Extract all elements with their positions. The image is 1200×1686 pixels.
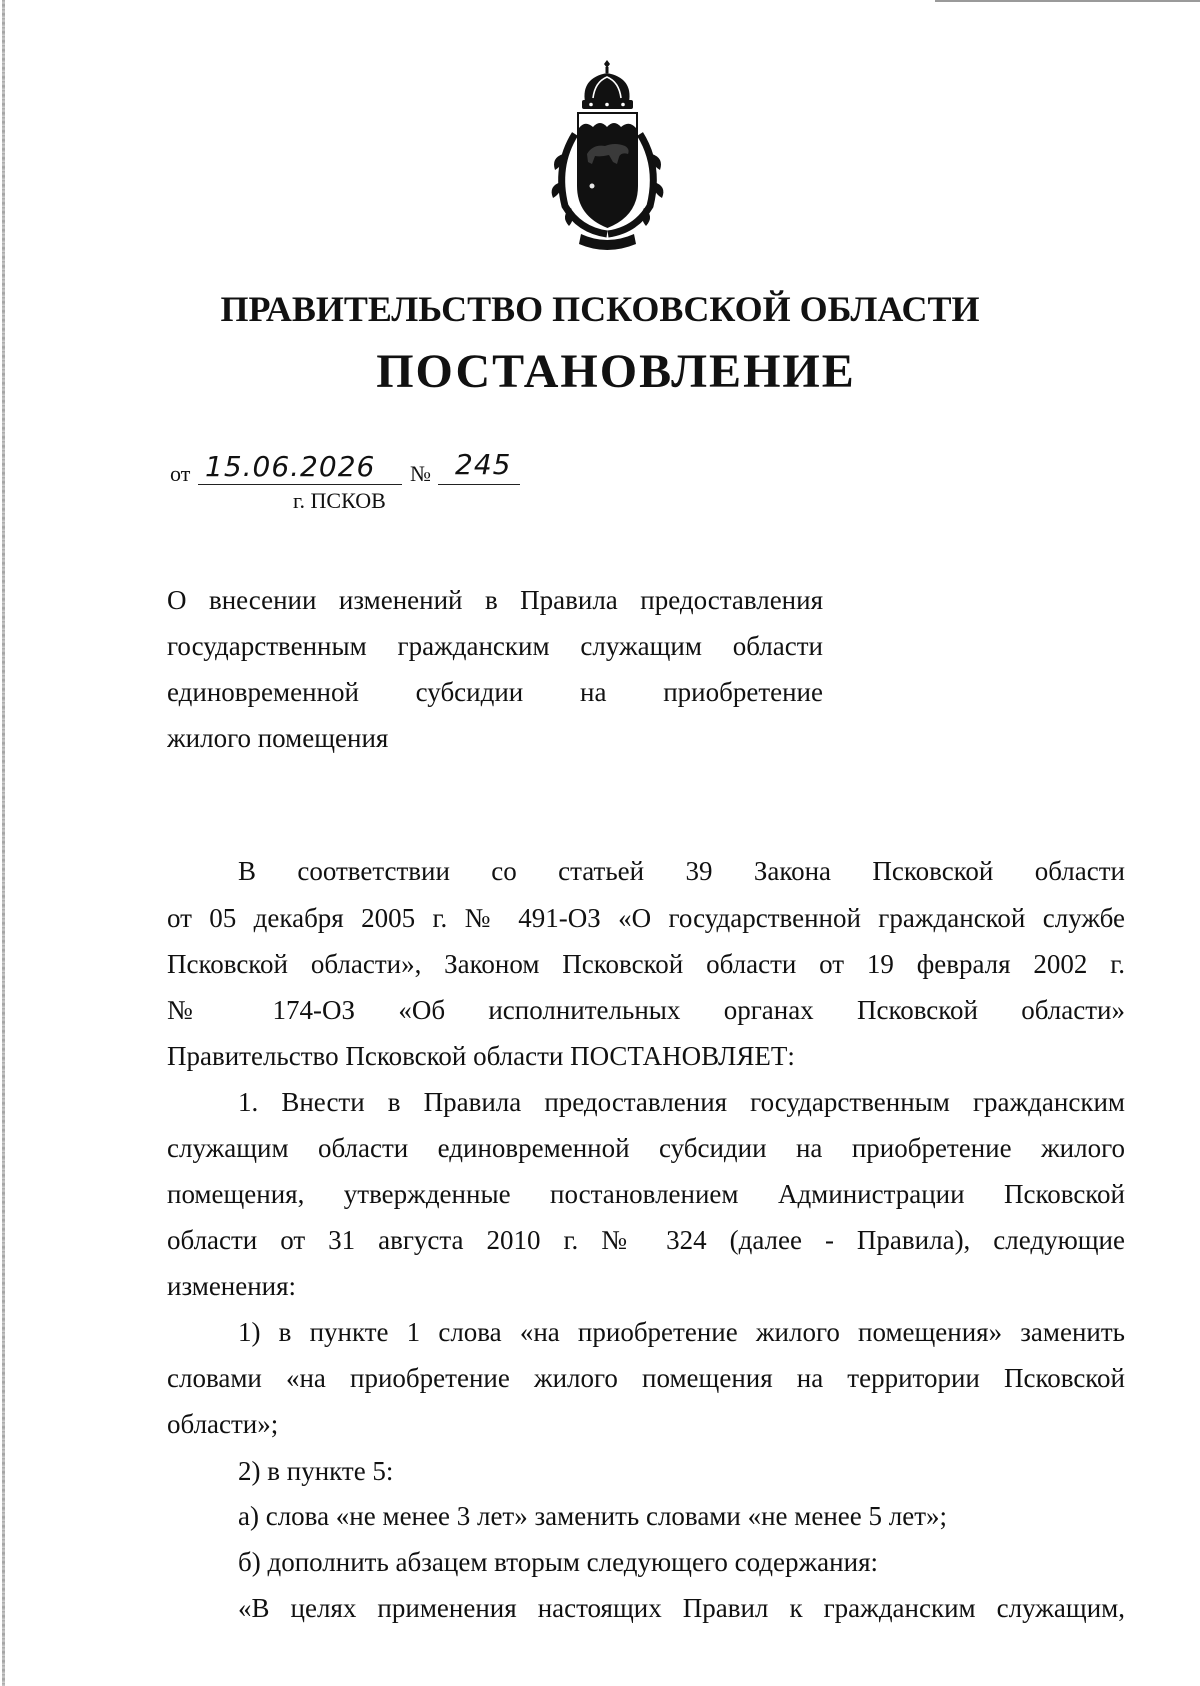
date-underline [198, 484, 402, 485]
body-line: № 174-ОЗ «Об исполнительных органах Псковской области» [167, 995, 1125, 1025]
subject-line: жилого помещения [167, 723, 389, 753]
body-line: 1) в пункте 1 слова «на приобретение жилого помещения» заменить [238, 1317, 1125, 1347]
crown-icon [582, 60, 633, 109]
city: г. ПСКОВ [293, 488, 386, 513]
document-date: 15.06.2026 [205, 450, 376, 483]
body-line: словами «на приобретение жилого помещения на территории Псковской [167, 1363, 1125, 1393]
body-line: области от 31 августа 2010 г. № 324 (далее - Правила), следующие [167, 1225, 1125, 1255]
body-line: Правительство Псковской области ПОСТАНОВЛЯЕТ: [167, 1041, 795, 1071]
scan-top-edge [935, 0, 1200, 2]
subject-line: единовременной субсидии на приобретение [167, 677, 823, 707]
body-line: Псковской области», Законом Псковской области от 19 февраля 2002 г. [167, 949, 1125, 979]
body-line: области»; [167, 1409, 279, 1439]
scan-edge [2, 0, 5, 1686]
number-underline [438, 484, 520, 485]
subject-line: О внесении изменений в Правила предоставления [167, 585, 823, 615]
body-line: помещения, утвержденные постановлением Администрации Псковской [167, 1179, 1125, 1209]
body-line: 2) в пункте 5: [238, 1456, 394, 1486]
subject-line: государственным гражданским служащим области [167, 631, 823, 661]
body-line: б) дополнить абзацем вторым следующего содержания: [238, 1547, 878, 1577]
date-prefix: от [170, 461, 191, 486]
document-number: 245 [455, 448, 512, 481]
number-sign: № [410, 461, 431, 486]
document-type: ПОСТАНОВЛЕНИЕ [376, 345, 856, 398]
body-line: изменения: [167, 1271, 297, 1301]
body-line: 1. Внести в Правила предоставления государственным гражданским [238, 1087, 1125, 1117]
body-line: В соответствии со статьей 39 Закона Псковской области [238, 856, 1125, 886]
coat-of-arms-emblem [535, 58, 680, 258]
body-line: от 05 декабря 2005 г. № 491-ОЗ «О государственной гражданской службе [167, 903, 1125, 933]
government-name: ПРАВИТЕЛЬСТВО ПСКОВСКОЙ ОБЛАСТИ [220, 289, 980, 329]
body-line: а) слова «не менее 3 лет» заменить словами «не менее 5 лет»; [238, 1501, 948, 1531]
body-line: служащим области единовременной субсидии на приобретение жилого [167, 1133, 1125, 1163]
body-line: «В целях применения настоящих Правил к гражданским служащим, [238, 1593, 1125, 1623]
